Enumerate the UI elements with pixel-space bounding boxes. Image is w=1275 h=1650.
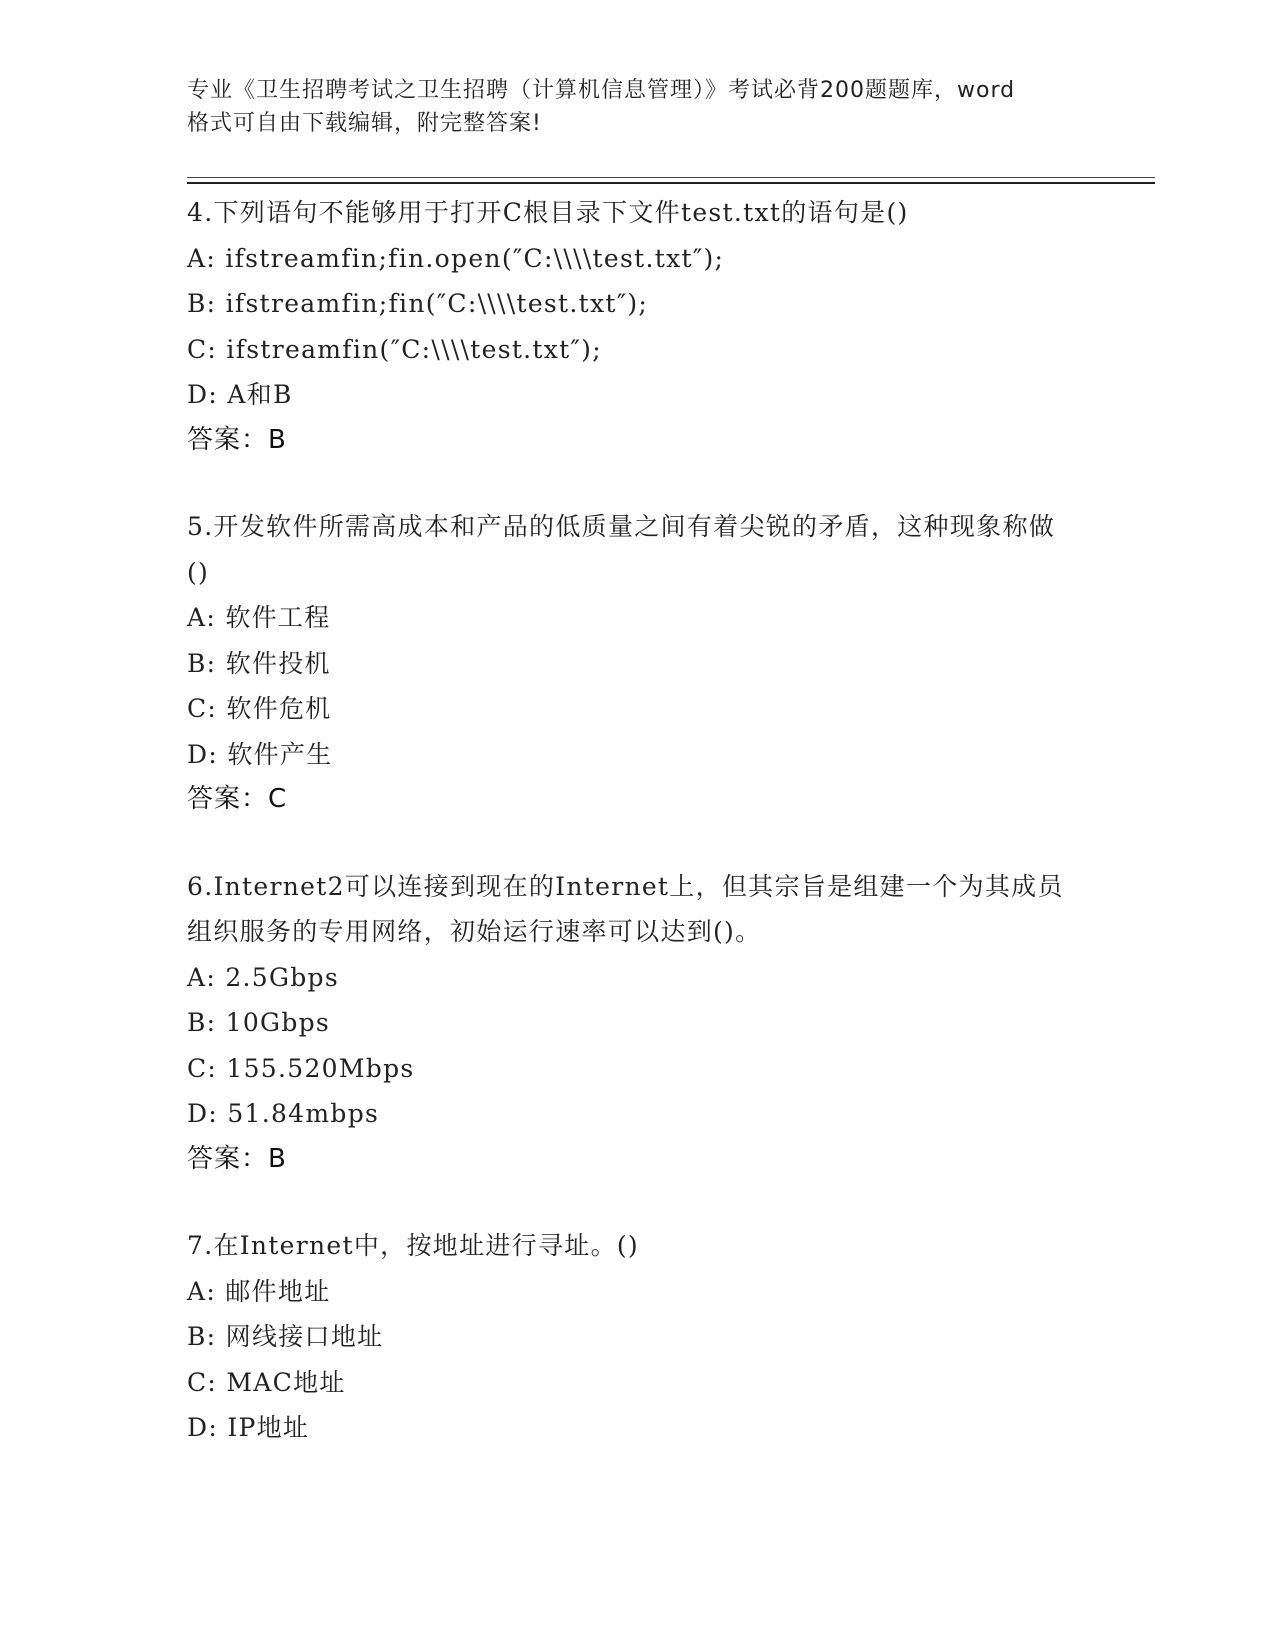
option-b: B: 软件投机: [187, 648, 331, 678]
option-c: C: ifstreamfin(″C:\\\\test.txt″);: [187, 334, 602, 364]
question-6: [187, 864, 1067, 1183]
option-a: A: ifstreamfin;fin.open(″C:\\\\test.txt″);: [187, 243, 725, 273]
header-line-1: 专业《卫生招聘考试之卫生招聘（计算机信息管理）》考试必背200题题库，word: [187, 78, 1016, 103]
option-a: A: 软件工程: [187, 603, 331, 632]
question-stem: 6.Internet2可以连接到现在的Internet上，但其宗旨是组建一个为其成员组织服务的专用网络，初始运行速率可以达到()。: [187, 871, 1064, 946]
option-d: D: IP地址: [187, 1413, 310, 1442]
document-header: [187, 74, 1087, 140]
option-c: C: MAC地址: [187, 1367, 346, 1397]
option-d: D: 51.84mbps: [187, 1099, 380, 1128]
option-c: C: 软件危机: [187, 694, 332, 723]
option-b: B: ifstreamfin;fin(″C:\\\\test.txt″);: [187, 289, 649, 318]
question-5: [187, 504, 1067, 823]
option-b: B: 10Gbps: [187, 1008, 331, 1037]
option-a: A: 2.5Gbps: [187, 962, 339, 992]
option-b: B: 网线接口地址: [187, 1322, 384, 1351]
question-list: [187, 190, 1067, 1492]
question-4: [187, 190, 1067, 463]
header-line-2: 格式可自由下载编辑，附完整答案!: [187, 111, 542, 136]
question-stem: 5.开发软件所需高成本和产品的低质量之间有着尖锐的矛盾，这种现象称做(): [187, 512, 1056, 587]
answer-label: 答案：B: [187, 424, 287, 455]
header-divider-thin: [187, 177, 1155, 178]
option-d: D: 软件产生: [187, 739, 333, 769]
question-stem: 7.在Internet中，按地址进行寻址。(): [187, 1231, 639, 1260]
answer-label: 答案：C: [187, 784, 288, 814]
question-7: [187, 1223, 1067, 1451]
option-c: C: 155.520Mbps: [187, 1053, 415, 1083]
option-d: D: A和B: [187, 380, 293, 409]
header-divider-thick: [187, 182, 1155, 184]
answer-label: 答案：B: [187, 1143, 287, 1174]
option-a: A: 邮件地址: [187, 1276, 331, 1306]
question-stem: 4.下列语句不能够用于打开C根目录下文件test.txt的语句是(): [187, 198, 909, 227]
